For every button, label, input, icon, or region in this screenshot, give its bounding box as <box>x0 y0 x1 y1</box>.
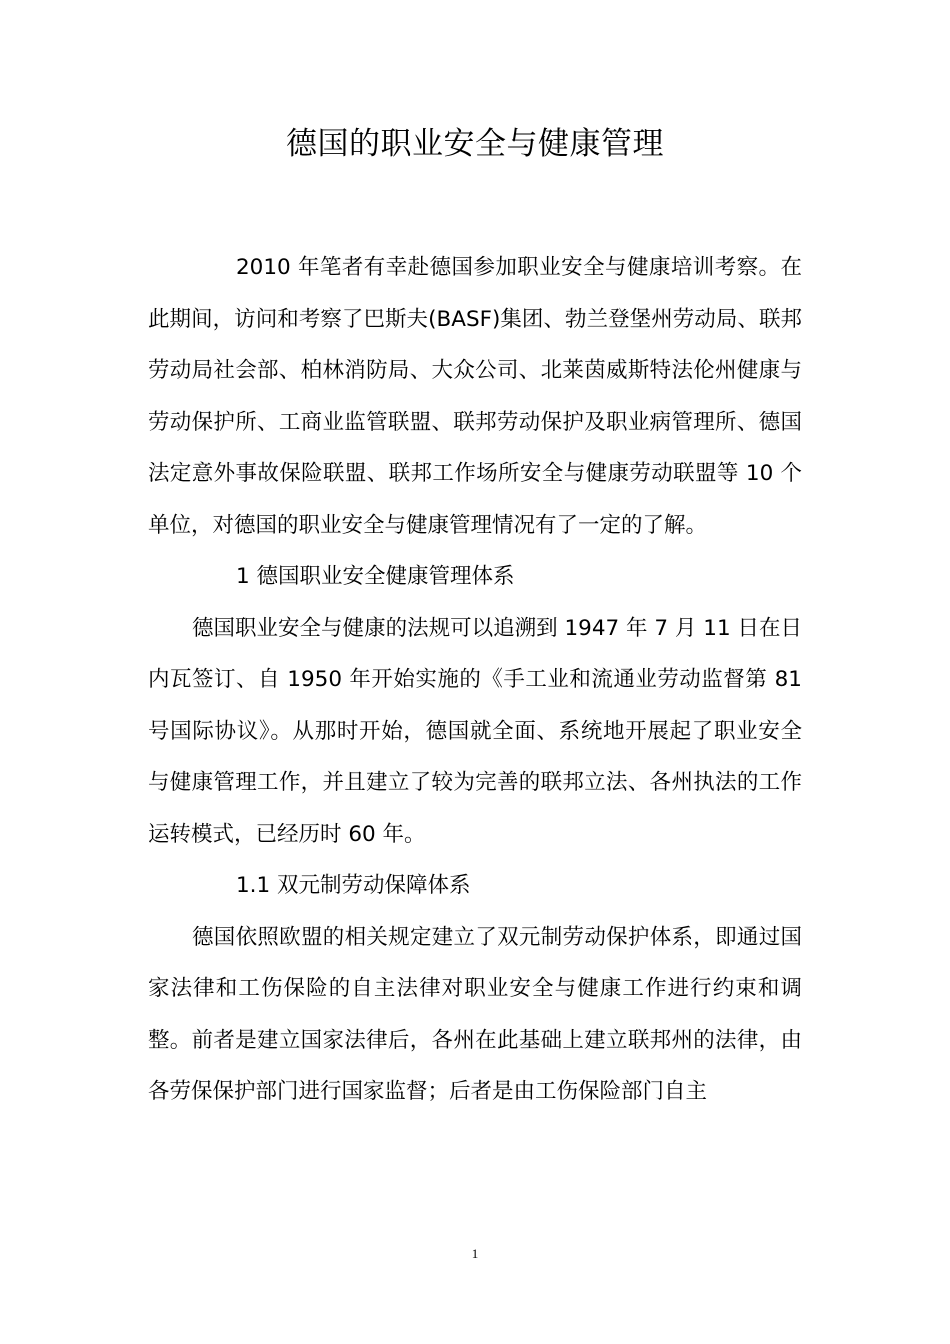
section-heading-1-1: 1.1 双元制劳动保障体系 <box>236 873 471 898</box>
document-body <box>148 242 802 1118</box>
page-number: 1 <box>471 1246 479 1261</box>
section-1-1-paragraph: 德国依照欧盟的相关规定建立了双元制劳动保护体系，即通过国家法律和工伤保险的自主法律对职业安全与健康工作进行约束和调整。前者是建立国家法律后，各州在此基础上建立联邦州的法律，由各劳保保护部门进行国家监督；后者是由工伤保险部门自主 <box>148 924 802 1104</box>
intro-paragraph: 2010 年笔者有幸赴德国参加职业安全与健康培训考察。在此期间，访问和考察了巴斯夫(BASF)集团、勃兰登堡州劳动局、联邦劳动局社会部、柏林消防局、大众公司、北莱茵威斯特法伦州健康与劳动保护所、工商业监管联盟、联邦劳动保护及职业病管理所、德国法定意外事故保险联盟、联邦工作场所安全与健康劳动联盟等 10 个单位，对德国的职业安全与健康管理情况有了一定的了解。 <box>148 255 802 538</box>
document-title: 德国的职业安全与健康管理 <box>286 126 664 162</box>
section-1-paragraph: 德国职业安全与健康的法规可以追溯到 1947 年 7 月 11 日在日内瓦签订、自 1950 年开始实施的《手工业和流通业劳动监督第 81 号国际协议》。从那时开始，德国就全面、系统地开展起了职业安全与健康管理工作，并且建立了较为完善的联邦立法、各州执法的工作运转模式，已经历时 60 年。 <box>148 615 802 847</box>
section-heading-1: 1 德国职业安全健康管理体系 <box>236 564 515 589</box>
